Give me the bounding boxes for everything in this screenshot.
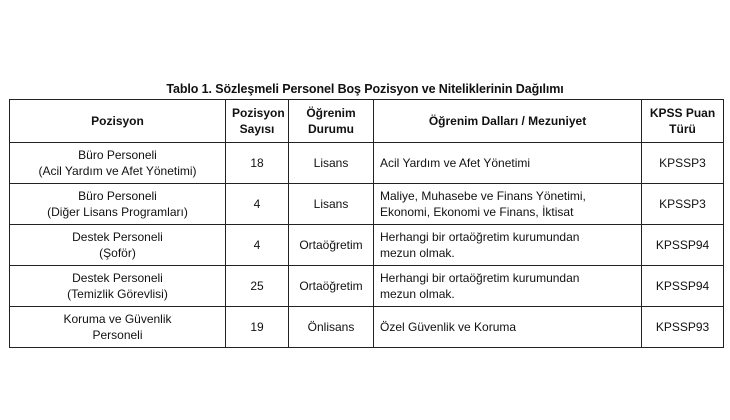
table-caption: Tablo 1. Sözleşmeli Personel Boş Pozisyon ve Niteliklerinin Dağılımı [166, 82, 564, 96]
pozisyon-line-1: Büro Personeli [78, 189, 157, 203]
pozisyon-line-1: Destek Personeli [72, 230, 163, 244]
header-durum-line-2: Durumu [308, 122, 354, 136]
cell-pozisyon [10, 307, 226, 348]
cell-dallar [374, 307, 642, 348]
cell-sayi: 19 [226, 307, 289, 348]
header-durum-line-1: Öğrenim [306, 106, 356, 120]
cell-kpss: KPSSP94 [642, 225, 724, 266]
cell-pozisyon [10, 184, 226, 225]
cell-dallar [374, 225, 642, 266]
cell-durum: Lisans [289, 143, 374, 184]
cell-dallar [374, 266, 642, 307]
cell-durum: Ortaöğretim [289, 225, 374, 266]
pozisyon-line-1: Destek Personeli [72, 271, 163, 285]
table-row [10, 266, 724, 307]
header-pozisyon-label: Pozisyon [91, 114, 144, 128]
cell-kpss: KPSSP94 [642, 266, 724, 307]
header-dallar [374, 100, 642, 143]
pozisyon-line-1: Koruma ve Güvenlik [63, 312, 172, 326]
cell-sayi: 4 [226, 225, 289, 266]
header-kpss [642, 100, 724, 143]
pozisyon-line-2: (Temizlik Görevlisi) [67, 287, 168, 301]
cell-durum: Lisans [289, 184, 374, 225]
pozisyon-line-1: Büro Personeli [78, 148, 157, 162]
table-row [10, 225, 724, 266]
cell-sayi: 18 [226, 143, 289, 184]
cell-pozisyon [10, 266, 226, 307]
dallar-line-2: mezun olmak. [380, 287, 455, 301]
dallar-line-2: mezun olmak. [380, 246, 455, 260]
header-row [10, 100, 724, 143]
dallar-line-1: Maliye, Muhasebe ve Finans Yönetimi, [380, 189, 586, 203]
cell-kpss: KPSSP3 [642, 184, 724, 225]
cell-sayi: 25 [226, 266, 289, 307]
header-sayi [226, 100, 289, 143]
pozisyon-line-2: Personeli [92, 328, 143, 342]
header-sayi-line-1: Pozisyon [232, 106, 285, 120]
dallar-line-2: Ekonomi, Ekonomi ve Finans, İktisat [380, 205, 574, 219]
pozisyon-line-2: (Acil Yardım ve Afet Yönetimi) [38, 164, 197, 178]
cell-kpss: KPSSP93 [642, 307, 724, 348]
dallar-line-1: Herhangi bir ortaöğretim kurumundan [380, 230, 580, 244]
header-dallar-label: Öğrenim Dalları / Mezuniyet [428, 114, 587, 128]
cell-dallar [374, 143, 642, 184]
cell-dallar [374, 184, 642, 225]
dallar-line-1: Acil Yardım ve Afet Yönetimi [380, 156, 531, 170]
table-row [10, 184, 724, 225]
cell-kpss: KPSSP3 [642, 143, 724, 184]
cell-durum: Önlisans [289, 307, 374, 348]
cell-sayi: 4 [226, 184, 289, 225]
dallar-line-1: Herhangi bir ortaöğretim kurumundan [380, 271, 580, 285]
positions-table [9, 99, 724, 348]
pozisyon-line-2: (Diğer Lisans Programları) [47, 205, 188, 219]
pozisyon-line-2: (Şoför) [99, 246, 136, 260]
header-kpss-line-1: KPSS Puan [649, 106, 716, 120]
header-kpss-line-2: Türü [669, 122, 696, 136]
table-row [10, 143, 724, 184]
table-row [10, 307, 724, 348]
dallar-line-1: Özel Güvenlik ve Koruma [380, 320, 517, 334]
cell-durum: Ortaöğretim [289, 266, 374, 307]
header-durum [289, 100, 374, 143]
header-sayi-line-2: Sayısı [239, 122, 275, 136]
cell-pozisyon [10, 225, 226, 266]
cell-pozisyon [10, 143, 226, 184]
header-pozisyon [10, 100, 226, 143]
